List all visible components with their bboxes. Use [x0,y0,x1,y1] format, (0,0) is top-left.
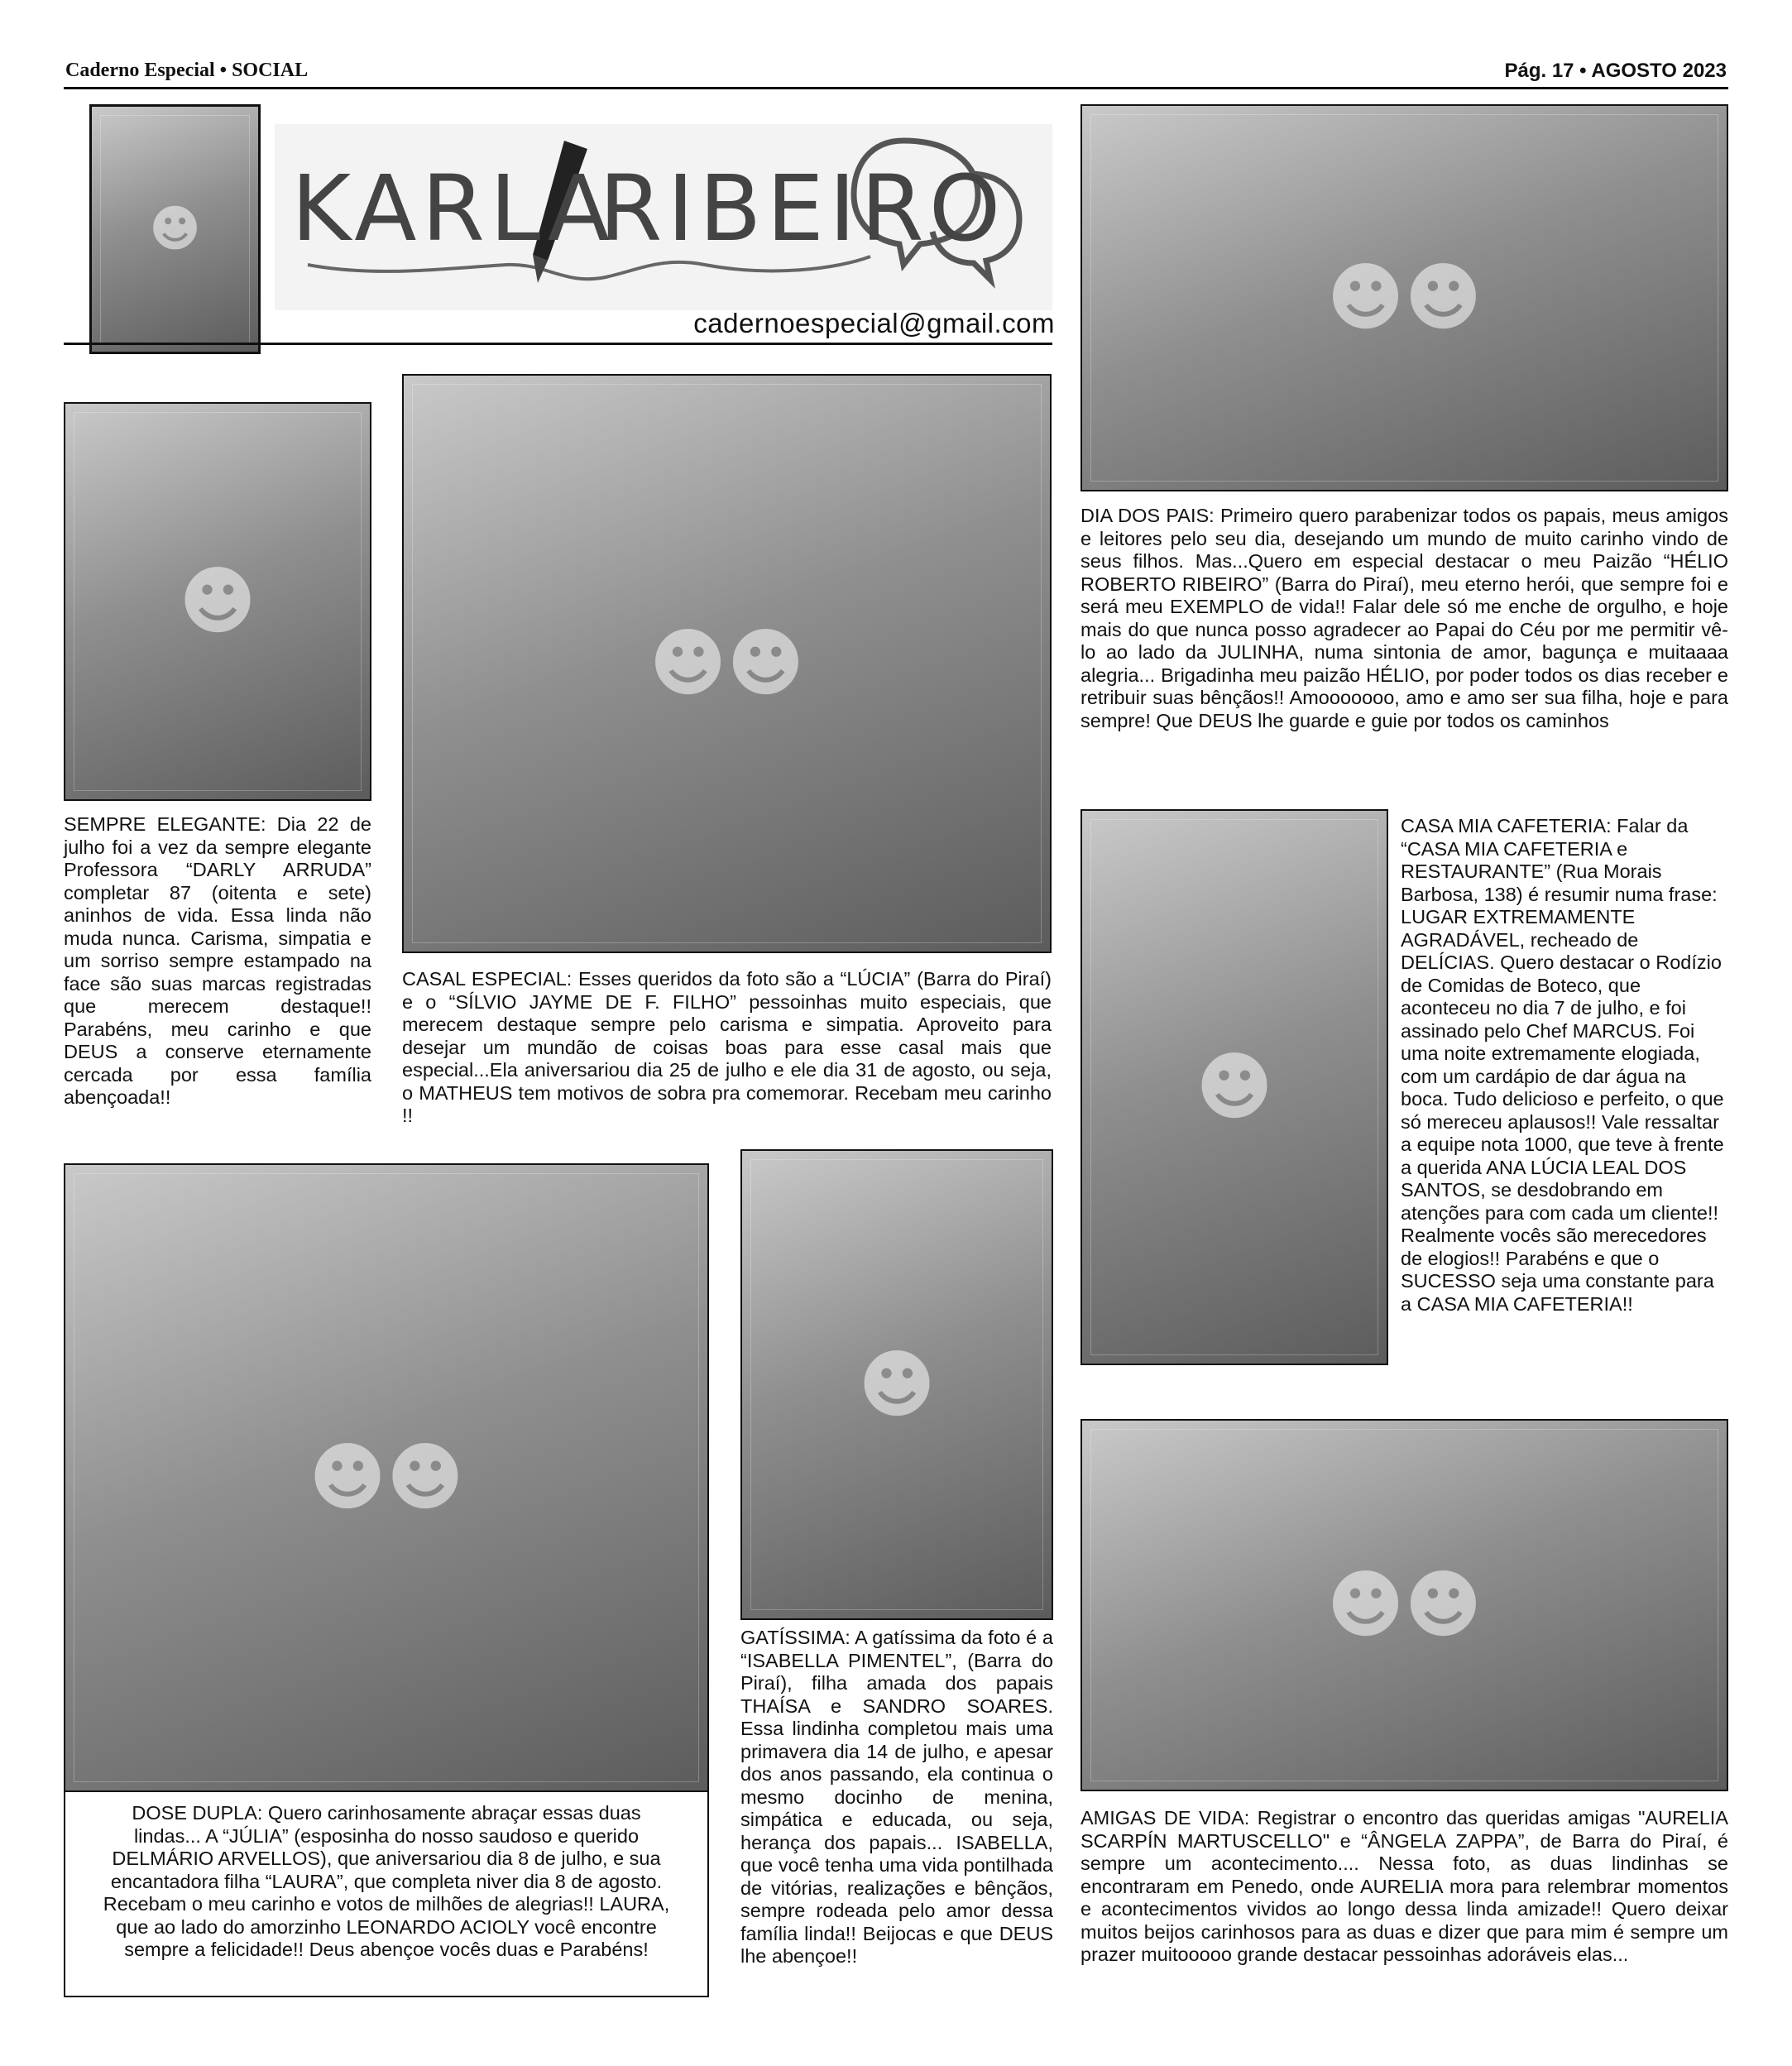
dose-dupla-box [64,1163,709,1997]
page-header [64,58,1728,89]
photo-isabella-pimentel [740,1149,1053,1620]
portrait-icon: ☻ [179,558,256,645]
photo-helio-julinha [1080,104,1728,491]
portrait-icon: ☻☻ [1326,254,1483,342]
logo-text-right: RIBEIRO [599,156,1006,261]
camera-icon: ☻ [149,200,201,258]
portrait-icon: ☻ [1195,1043,1273,1131]
caption-dose-dupla: DOSE DUPLA: Quero carinhosamente abraçar essas duas lindas... A “JÚLIA” (esposinha do nosso saudoso e querido DELMÁRIO ARVELLOS), que aniversariou dia 8 de julho, e sua encantadora filha “LAURA”, que completa niver dia 8 de agosto. Recebam o meu carinho e votos de milhões de alegrias!! LAURA, que ao lado do amorzinho LEONARDO ACIOLY você encontre sempre a felicidade!! Deus abençoe vocês duas e Parabéns! [103,1802,670,1960]
couple-icon: ☻☻ [649,620,805,707]
caption-casa-mia: CASA MIA CAFETERIA: Falar da “CASA MIA CAFETERIA e RESTAURANTE” (Rua Morais Barbosa, 138) é resumir numa frase: LUGAR EXTREMAMENTE AGRADÁVEL, recheado de DELÍCIAS. Quero destacar o Rodízio de Comidas de Boteco, que aconteceu no dia 7 de julho, e foi assinado pelo Chef MARCUS. Foi uma noite extremamente elogiada, com um cardápio de dar água na boca. Tudo delicioso e perfeito, o que só mereceu aplausos!! Vale ressaltar a equipe nota 1000, que teve à frente a querida ANA LÚCIA LEAL DOS SANTOS, se desdobrando em atenções para com cada um cliente!! Realmente vocês são merecedores de elogios!! Parabéns e que o SUCESSO seja uma constante para a CASA MIA CAFETERIA!! [1401,815,1724,1315]
photo-lucia-silvio [402,374,1052,953]
caption-sempre-elegante: SEMPRE ELEGANTE: Dia 22 de julho foi a vez da sempre elegante Professora “DARLY ARRUDA” completar 87 (oitenta e sete) aninhos de vida. Essa linda não muda nunca. Carisma, simpatia e um sorriso sempre estampado na face são suas marcas registradas que merecem destaque!! Parabéns, meu carinho e que DEUS a conserve eternamente cercada por essa família abençoada!! [64,813,371,1108]
logo-text-left: KARLA [291,156,615,261]
photo-chef-marcus [1080,809,1388,1365]
portrait-icon: ☻☻ [1326,1561,1483,1649]
caption-dia-dos-pais: DIA DOS PAIS: Primeiro quero parabenizar todos os papais, meus amigos e leitores pelo seu dia, desejando um mundo de muito carinho vindo de seus filhos. Mas...Quero em especial destacar o meu Paizão “HÉLIO ROBERTO RIBEIRO” (Barra do Piraí), meu eterno herói, que sempre foi e será meu EXEMPLO de vida!! Falar dele só me enche de orgulho, e hoje mais do que nunca posso agradecer ao Papai do Céu por me permitir vê-lo ao lado da JULINHA, numa sintonia de amor, bagunça e muitaaaa alegria... Brigadinha meu paizão HÉLIO, por poder todos os dias receber e retribuir suas bênçãos!! Amooooooo, amo e amo ser sua filha, hoje e para sempre! Que DEUS lhe guarde e guie por todos os caminhos [1080,505,1728,731]
portrait-icon: ☻☻ [309,1434,464,1522]
photo-aurelia-angela [1080,1419,1728,1791]
photo-darly-arruda [64,402,371,801]
caption-gatissima: GATÍSSIMA: A gatíssima da foto é a “ISABELLA PIMENTEL”, (Barra do Piraí), filha amada dos papais THAÍSA e SANDRO SOARES. Essa lindinha completou mais uma primavera dia 14 de julho, e apesar dos anos passando, ela continua o mesmo docinho de menina, simpática e educada, ou seja, herança dos papais... ISABELLA, que você tenha uma vida pontilhada de vitórias, realizações e bênçãos, sempre rodeada pelo amor dessa família linda!! Beijocas e que DEUS lhe abençoe!! [740,1627,1053,1967]
column-email: cadernoespecial@gmail.com [693,308,1055,338]
section-title: Caderno Especial • SOCIAL [65,60,309,81]
column-logo [275,124,1052,310]
page-info: Pág. 17 • AGOSTO 2023 [1504,60,1727,82]
caption-amigas-de-vida: AMIGAS DE VIDA: Registrar o encontro das queridas amigas "AURELIA SCARPÍN MARTUSCELLO" e “ÂNGELA ZAPPA”, de Barra do Piraí, é sempre um acontecimento.... Nessa foto, as duas lindinhas se encontraram em Penedo, onde AURELIA mora para relembrar momentos e acontecimentos vividos ao longo dessa linda amizade!! Quero deixar muitos beijos carinhosos para as duas e dizer que para mim é sempre um prazer muitooooo grande destacar pessoinhas adoráveis elas... [1080,1807,1728,1965]
caption-casal-especial: CASAL ESPECIAL: Esses queridos da foto são a “LÚCIA” (Barra do Piraí) e o “SÍLVIO JAYME DE F. FILHO” pessoinhas muito especiais, que merecem destaque sempre pelo carisma e simpatia. Aproveito para desejar um mundão de coisas boas para esse casal mais que especial...Ela aniversariou dia 25 de julho e ele dia 31 de agosto, ou seja, o MATHEUS tem motivos de sobra pra comemorar. Recebam meu carinho !! [402,968,1052,1126]
photo-julia-laura [64,1163,709,1792]
columnist-photo [89,104,261,354]
portrait-icon: ☻ [858,1341,936,1428]
column-divider [64,343,1052,345]
